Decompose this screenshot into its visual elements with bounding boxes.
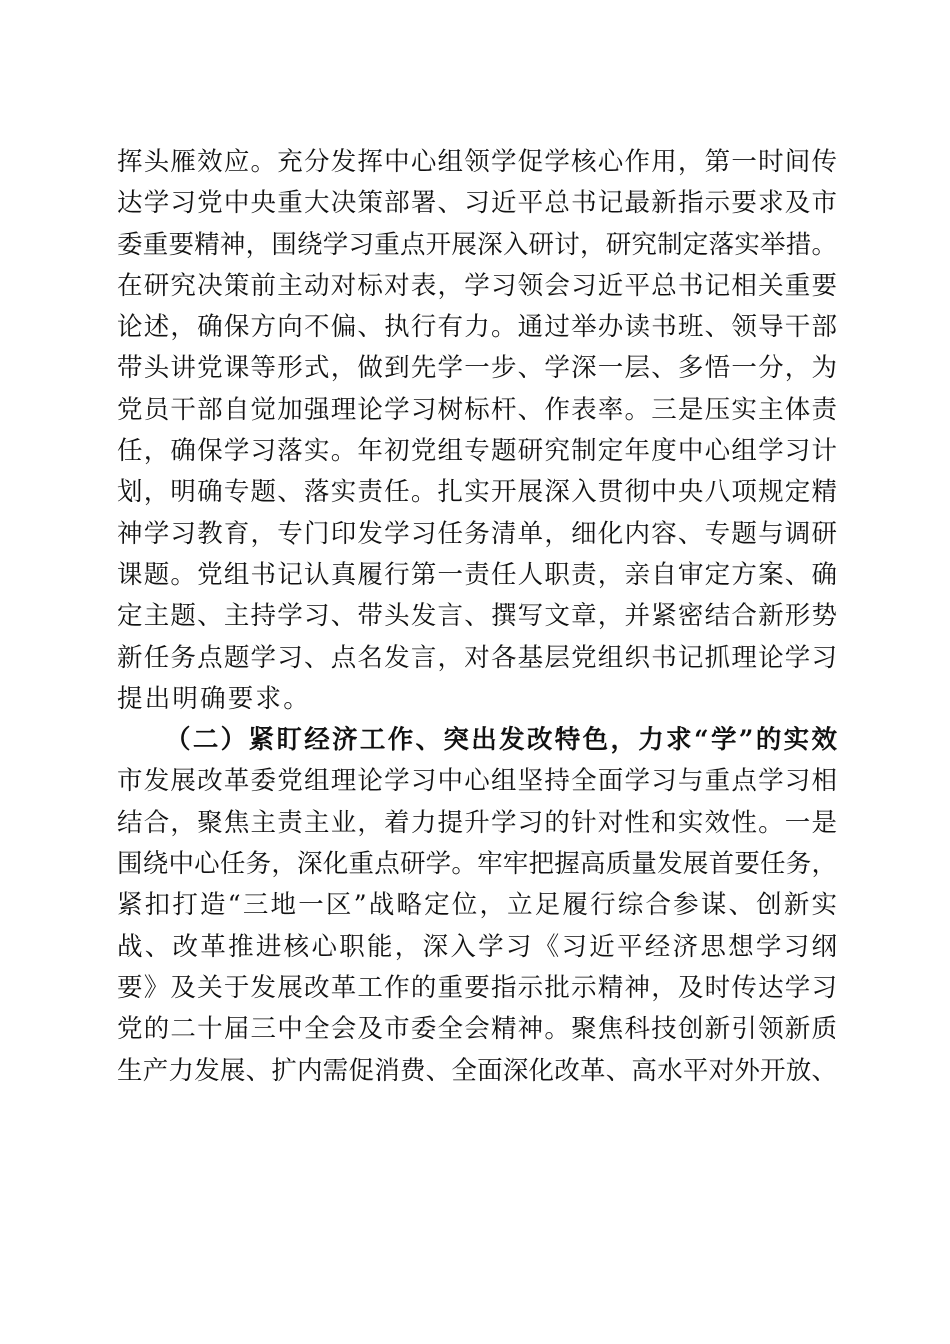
text-line: 生产力发展、扩内需促消费、全面深化改革、高水平对外开放、 <box>117 1055 837 1086</box>
text-line: 任，确保学习落实。年初党组专题研究制定年度中心组学习计 <box>117 436 837 467</box>
text-line: 提出明确要求。 <box>117 683 311 714</box>
text-line: 委重要精神，围绕学习重点开展深入研讨，研究制定落实举措。 <box>117 229 837 260</box>
text-line: 紧扣打造“三地一区”战略定位，立足履行综合参谋、创新实 <box>117 890 837 921</box>
text-line: 新任务点题学习、点名发言，对各基层党组织书记抓理论学习 <box>117 642 837 673</box>
text-line: 划，明确专题、落实责任。扎实开展深入贯彻中央八项规定精 <box>117 477 837 508</box>
text-line: 课题。党组书记认真履行第一责任人职责，亲自审定方案、确 <box>117 559 837 590</box>
text-line: 要》及关于发展改革工作的重要指示批示精神，及时传达学习 <box>117 972 837 1003</box>
text-line: 党员干部自觉加强理论学习树标杆、作表率。三是压实主体责 <box>117 394 837 425</box>
text-line: 党的二十届三中全会及市委全会精神。聚焦科技创新引领新质 <box>117 1014 837 1045</box>
text-line: 战、改革推进核心职能，深入学习《习近平经济思想学习纲 <box>117 931 837 962</box>
text-line: 结合，聚焦主责主业，着力提升学习的针对性和实效性。一是 <box>117 807 837 838</box>
text-line: 市发展改革委党组理论学习中心组坚持全面学习与重点学习相 <box>117 766 837 797</box>
text-line: 定主题、主持学习、带头发言、撰写文章，并紧密结合新形势 <box>117 601 837 632</box>
section-heading: （二）紧盯经济工作、突出发改特色，力求“学”的实效 <box>165 725 837 756</box>
text-line: 神学习教育，专门印发学习任务清单，细化内容、专题与调研 <box>117 518 837 549</box>
text-line: 带头讲党课等形式，做到先学一步、学深一层、多悟一分，为 <box>117 353 837 384</box>
text-line: 论述，确保方向不偏、执行有力。通过举办读书班、领导干部 <box>117 312 837 343</box>
text-line: 达学习党中央重大决策部署、习近平总书记最新指示要求及市 <box>117 188 837 219</box>
text-line: 挥头雁效应。充分发挥中心组领学促学核心作用，第一时间传 <box>117 147 837 177</box>
text-line: 在研究决策前主动对标对表，学习领会习近平总书记相关重要 <box>117 270 837 301</box>
text-line: 围绕中心任务，深化重点研学。牢牢把握高质量发展首要任务， <box>117 849 837 880</box>
body-text <box>117 142 837 1092</box>
